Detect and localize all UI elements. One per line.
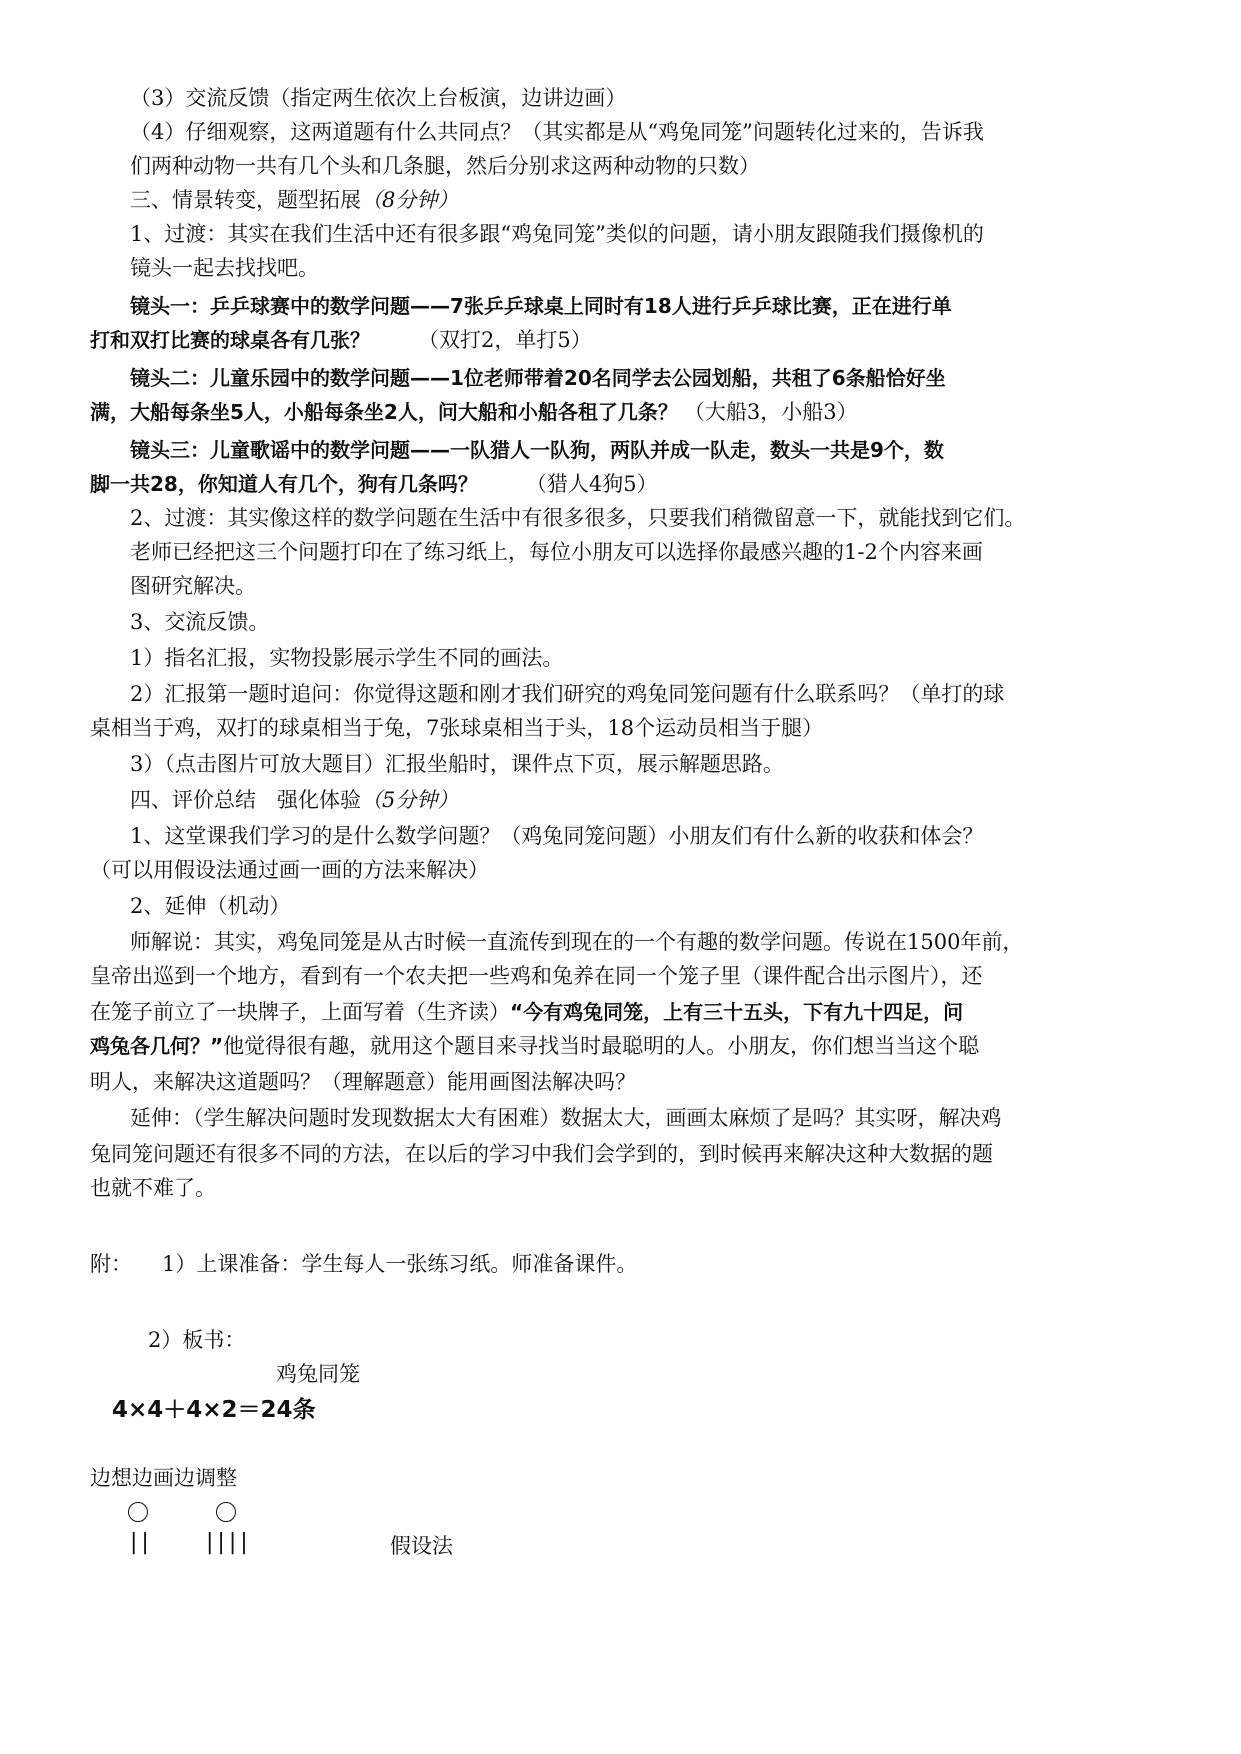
text-line: 2、过渡：其实像这样的数学问题在生活中有很多很多，只要我们稍微留意一下，就能找到它们。 [130, 506, 1026, 530]
text-line: 3、交流反馈。 [130, 610, 270, 634]
scene-3-line: 镜头三：儿童歌谣中的数学问题——一队猎人一队狗，两队并成一队走，数头一共是9个，数 [130, 438, 944, 462]
scene-2-question: 满，大船每条坐5人，小船每条坐2人，问大船和小船各租了几条？ [90, 400, 678, 424]
text-line: 明人，来解决这道题吗？（理解题意）能用画图法解决吗？ [90, 1070, 636, 1094]
scene-1-answer: （双打2，单打5） [418, 328, 592, 352]
scene-3-answer: （猎人4狗5） [525, 472, 658, 496]
text-line: 皇帝出巡到一个地方，看到有一个农夫把一些鸡和兔养在同一个笼子里（课件配合出示图片），还 [90, 964, 983, 988]
text-line: （3）交流反馈（指定两生依次上台板演，边讲边画） [130, 86, 627, 110]
appendix-item: 1）上课准备：学生每人一张练习纸。师准备课件。 [162, 1252, 638, 1276]
heading-text: 三、情景转变，题型拓展 [130, 188, 361, 212]
text-line: 1、过渡：其实在我们生活中还有很多跟“鸡兔同笼”类似的问题，请小朋友跟随我们摄像机的 [130, 222, 984, 246]
scene-1-question: 打和双打比赛的球桌各有几张？ [90, 328, 370, 352]
rabbit-head-circle [216, 1502, 236, 1522]
time-note: （8分钟） [361, 188, 459, 212]
text-line: 3）（点击图片可放大题目）汇报坐船时，课件点下页，展示解题思路。 [130, 752, 784, 776]
section-heading-3 [130, 186, 458, 214]
method-label: 假设法 [390, 1534, 453, 1558]
text-line: （4）仔细观察，这两道题有什么共同点？（其实都是从“鸡兔同笼”问题转化过来的，告诉我 [130, 120, 984, 144]
scene-3-line [90, 470, 658, 498]
text-line: 2）汇报第一题时追问：你觉得这题和刚才我们研究的鸡兔同笼问题有什么联系吗？（单打的球 [130, 682, 1005, 706]
text-segment: 他觉得很有趣，就用这个题目来寻找当时最聪明的人。小朋友，你们想当当这个聪 [223, 1034, 980, 1058]
text-segment: 在笼子前立了一块牌子，上面写着（生齐读） [90, 1000, 510, 1024]
scene-2-line: 镜头二：儿童乐园中的数学问题——1位老师带着20名同学去公园划船，共租了6条船恰好坐 [130, 366, 946, 390]
quoted-problem: “今有鸡兔同笼，上有三十五头，下有九十四足，问 [510, 1000, 964, 1024]
rabbit-legs: |||| [206, 1530, 252, 1555]
text-line: （可以用假设法通过画一画的方法来解决） [90, 858, 489, 882]
board-formula: 4×4＋4×2＝24条 [112, 1397, 316, 1423]
text-line [90, 1032, 979, 1060]
chicken-head-circle [128, 1502, 148, 1522]
text-line [90, 998, 963, 1026]
text-line: 桌相当于鸡，双打的球桌相当于兔，7张球桌相当于头，18个运动员相当于腿） [90, 716, 824, 740]
text-line: 们两种动物一共有几个头和几条腿，然后分别求这两种动物的只数） [130, 154, 760, 178]
heading-text: 四、评价总结 强化体验 [130, 788, 361, 812]
text-line: 师解说：其实，鸡兔同笼是从古时候一直流传到现在的一个有趣的数学问题。传说在1500年前， [130, 930, 1024, 954]
text-line: 老师已经把这三个问题打印在了练习纸上，每位小朋友可以选择你最感兴趣的1-2个内容来画 [130, 540, 983, 564]
appendix-line [90, 1250, 637, 1278]
section-heading-4 [130, 786, 458, 814]
text-line: 兔同笼问题还有很多不同的方法，在以后的学习中我们会学到的，到时候再来解决这种大数据的题 [90, 1142, 993, 1166]
chicken-legs: || [130, 1530, 153, 1555]
text-line: 1、这堂课我们学习的是什么数学问题？（鸡兔同笼问题）小朋友们有什么新的收获和体会？ [130, 824, 984, 848]
appendix-label: 附： [90, 1252, 132, 1276]
text-line: 1）指名汇报，实物投影展示学生不同的画法。 [130, 646, 564, 670]
text-line: 2、延伸（机动） [130, 894, 291, 918]
text-line: 延伸：（学生解决问题时发现数据太大有困难）数据太大，画画太麻烦了是吗？其实呀，解决鸡 [130, 1106, 1002, 1130]
scene-1-line: 镜头一：乒乒球赛中的数学问题——7张乒乒球桌上同时有18人进行乒乒球比赛，正在进行单 [130, 294, 952, 318]
scene-3-question: 脚一共28，你知道人有几个，狗有几条吗？ [90, 472, 478, 496]
scene-1-line [90, 326, 592, 354]
time-note: （5分钟） [361, 788, 459, 812]
scene-2-line [90, 398, 858, 426]
board-note: 边想边画边调整 [90, 1466, 237, 1490]
board-label: 2）板书： [148, 1328, 246, 1352]
text-line: 图研究解决。 [130, 574, 256, 598]
text-line: 镜头一起去找找吧。 [130, 256, 319, 280]
board-title: 鸡兔同笼 [276, 1362, 360, 1386]
scene-2-answer: （大船3，小船3） [683, 400, 858, 424]
text-line: 也就不难了。 [90, 1176, 216, 1200]
quoted-problem: 鸡兔各几何？” [90, 1034, 224, 1058]
